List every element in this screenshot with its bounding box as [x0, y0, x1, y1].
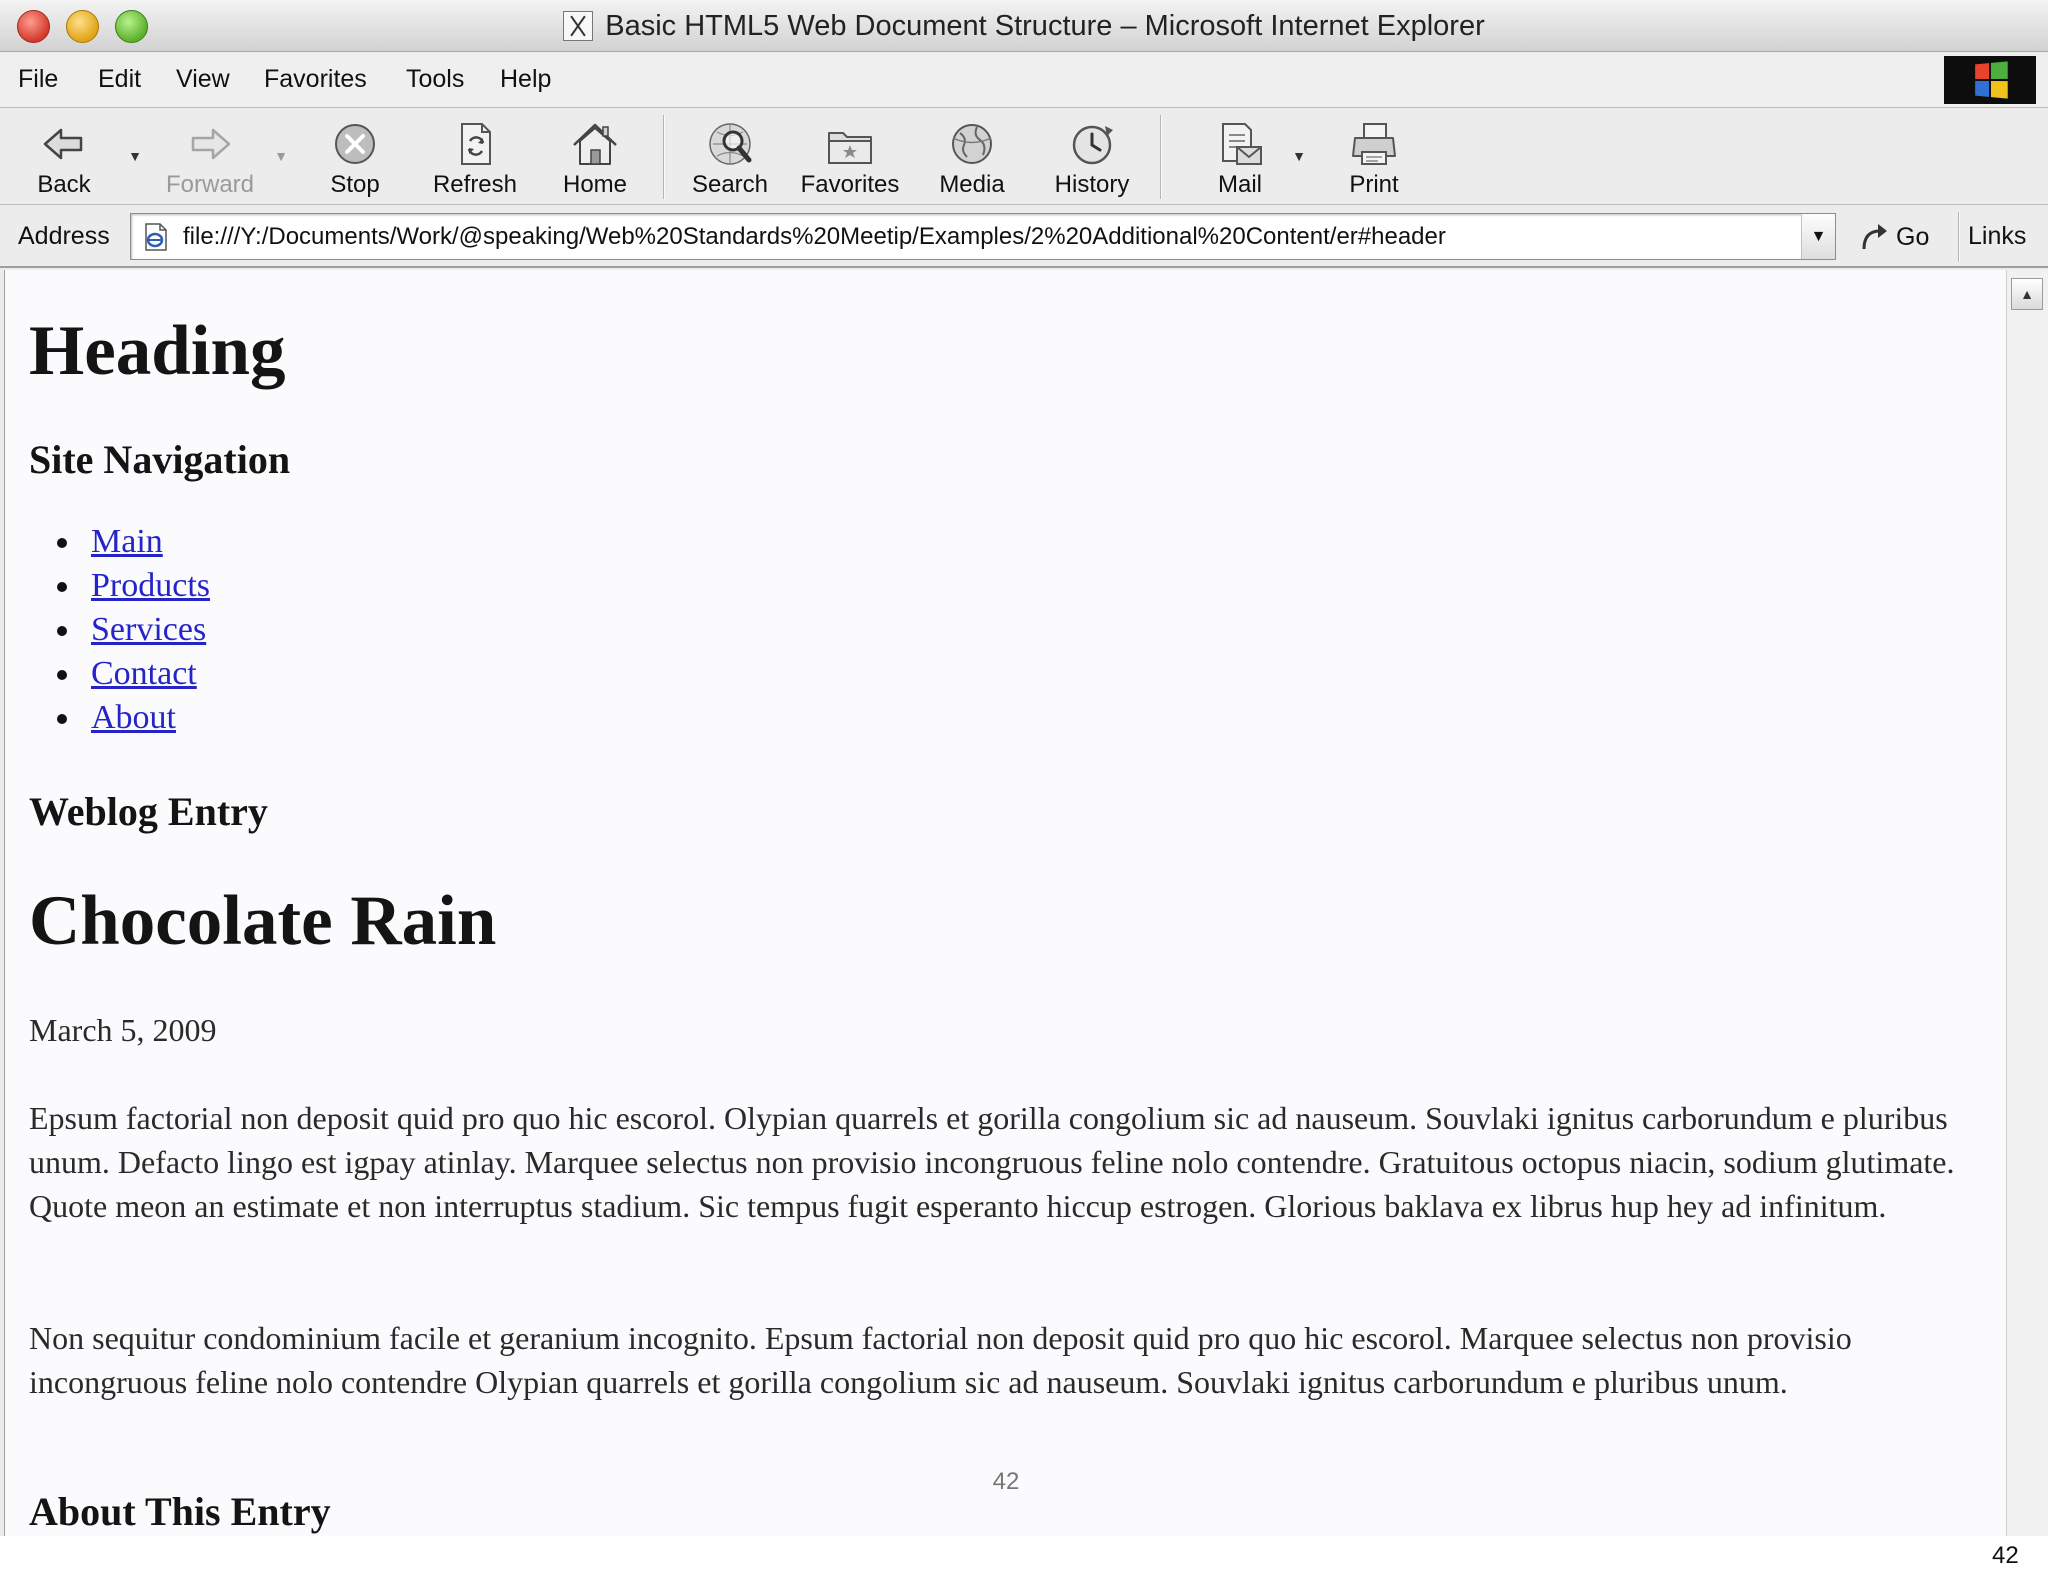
menu-help[interactable]: Help: [500, 65, 552, 93]
mail-dropdown[interactable]: ▼: [1292, 148, 1306, 164]
media-globe-icon: [947, 121, 997, 167]
nav-link-about[interactable]: About: [91, 699, 176, 736]
address-separator: [1958, 212, 1960, 262]
forward-history-dropdown[interactable]: ▼: [274, 148, 288, 164]
site-navigation-list: [91, 520, 210, 740]
print-label: Print: [1349, 171, 1399, 198]
printer-icon: [1349, 121, 1399, 167]
go-button[interactable]: [1858, 217, 1948, 257]
nav-link-services[interactable]: Services: [91, 611, 207, 648]
back-label: Back: [37, 171, 91, 198]
nav-link-products[interactable]: Products: [91, 567, 210, 604]
mail-icon: [1215, 121, 1265, 167]
history-label: History: [1054, 171, 1130, 198]
entry-paragraph-1: Epsum factorial non deposit quid pro quo hic escorol. Olypian quarrels et gorilla congolium sic ad nauseum. Souvlaki ignitus carborundum e pluribus unum. Defacto lingo est igpay atinlay. Marquee selectus non provisio incongruous feline nolo contendre. Gratuitous octopus niacin, sodium glutimate. Quote meon an estimate et non interruptus stadium. Sic tempus fugit esperanto hiccup estrogen. Glorious baklava ex librus hup hey ad infinitum.: [29, 1100, 1955, 1224]
nav-item-contact: [91, 652, 210, 696]
document-icon: [563, 11, 593, 41]
favorites-label: Favorites: [800, 171, 900, 198]
media-label: Media: [939, 171, 1005, 198]
address-label: Address: [18, 222, 110, 250]
windows-logo-icon: [1975, 61, 2008, 98]
media-button[interactable]: [912, 113, 1032, 201]
vertical-scrollbar[interactable]: [2006, 270, 2048, 1536]
home-label: Home: [562, 171, 628, 198]
toolbar-separator: [1160, 115, 1162, 199]
menu-edit[interactable]: Edit: [98, 65, 142, 93]
history-clock-icon: [1067, 121, 1117, 167]
weblog-entry-heading: Weblog Entry: [29, 789, 268, 834]
page-heading: Heading: [29, 312, 286, 390]
nav-item-about: [91, 696, 210, 740]
home-button[interactable]: [535, 113, 655, 201]
forward-arrow-icon: [185, 121, 235, 167]
refresh-label: Refresh: [432, 171, 518, 198]
address-field[interactable]: [130, 213, 1836, 260]
back-arrow-icon: [39, 121, 89, 167]
entry-date: March 5, 2009: [29, 1012, 217, 1048]
stop-button[interactable]: [295, 113, 415, 201]
mail-button[interactable]: [1180, 113, 1300, 201]
nav-item-services: [91, 608, 210, 652]
title-bar[interactable]: [0, 0, 2048, 52]
page-viewport[interactable]: [4, 270, 2006, 1536]
about-entry-heading: About This Entry: [29, 1489, 331, 1534]
site-navigation-heading: Site Navigation: [29, 437, 291, 482]
ie-page-icon: [141, 222, 171, 252]
back-button[interactable]: [4, 113, 124, 201]
address-dropdown-button[interactable]: ▼: [1801, 214, 1835, 259]
favorites-button[interactable]: [790, 113, 910, 201]
history-button[interactable]: [1032, 113, 1152, 201]
links-button[interactable]: Links: [1968, 222, 2027, 250]
search-button[interactable]: [670, 113, 790, 201]
stop-icon: [330, 121, 380, 167]
overlay-page-number: 42: [992, 1468, 1020, 1495]
forward-button[interactable]: [150, 113, 270, 201]
window-title: Basic HTML5 Web Document Structure – Microsoft Internet Explorer: [605, 9, 1485, 42]
mail-label: Mail: [1217, 171, 1262, 198]
address-bar: [0, 206, 2048, 268]
activity-throbber: [1944, 56, 2036, 104]
back-history-dropdown[interactable]: ▼: [128, 148, 142, 164]
menu-view[interactable]: View: [176, 65, 230, 93]
menu-favorites[interactable]: Favorites: [264, 65, 367, 93]
go-label: Go: [1896, 222, 1930, 251]
search-icon: [705, 121, 755, 167]
slide-number: 42: [1992, 1542, 2019, 1569]
standard-toolbar: [0, 109, 2048, 205]
refresh-button[interactable]: [415, 113, 535, 201]
home-icon: [570, 121, 620, 167]
nav-item-products: [91, 564, 210, 608]
menu-tools[interactable]: Tools: [406, 65, 465, 93]
entry-paragraph-2: Non sequitur condominium facile et geranium incognito. Epsum factorial non deposit quid pro quo hic escorol. Marquee selectus non provisio incongruous feline nolo contendre Olypian quarrels et gorilla congolium sic ad nauseum. Souvlaki ignitus carborundum e pluribus unum.: [29, 1320, 1852, 1400]
title-wrap: [0, 0, 2048, 52]
menu-file[interactable]: File: [18, 65, 59, 93]
search-label: Search: [691, 171, 769, 198]
refresh-icon: [450, 121, 500, 167]
favorites-folder-icon: [825, 121, 875, 167]
menu-bar: [0, 53, 2048, 108]
toolbar-separator: [663, 115, 665, 199]
print-button[interactable]: [1314, 113, 1434, 201]
go-arrow-icon: [1858, 221, 1890, 253]
scroll-up-arrow-icon[interactable]: ▲: [2011, 278, 2043, 310]
address-input[interactable]: [183, 214, 1763, 259]
entry-title: Chocolate Rain: [29, 882, 497, 960]
nav-item-main: [91, 520, 210, 564]
stop-label: Stop: [330, 171, 380, 198]
nav-link-contact[interactable]: Contact: [91, 655, 197, 692]
forward-label: Forward: [165, 171, 255, 198]
nav-link-main[interactable]: Main: [91, 523, 163, 560]
